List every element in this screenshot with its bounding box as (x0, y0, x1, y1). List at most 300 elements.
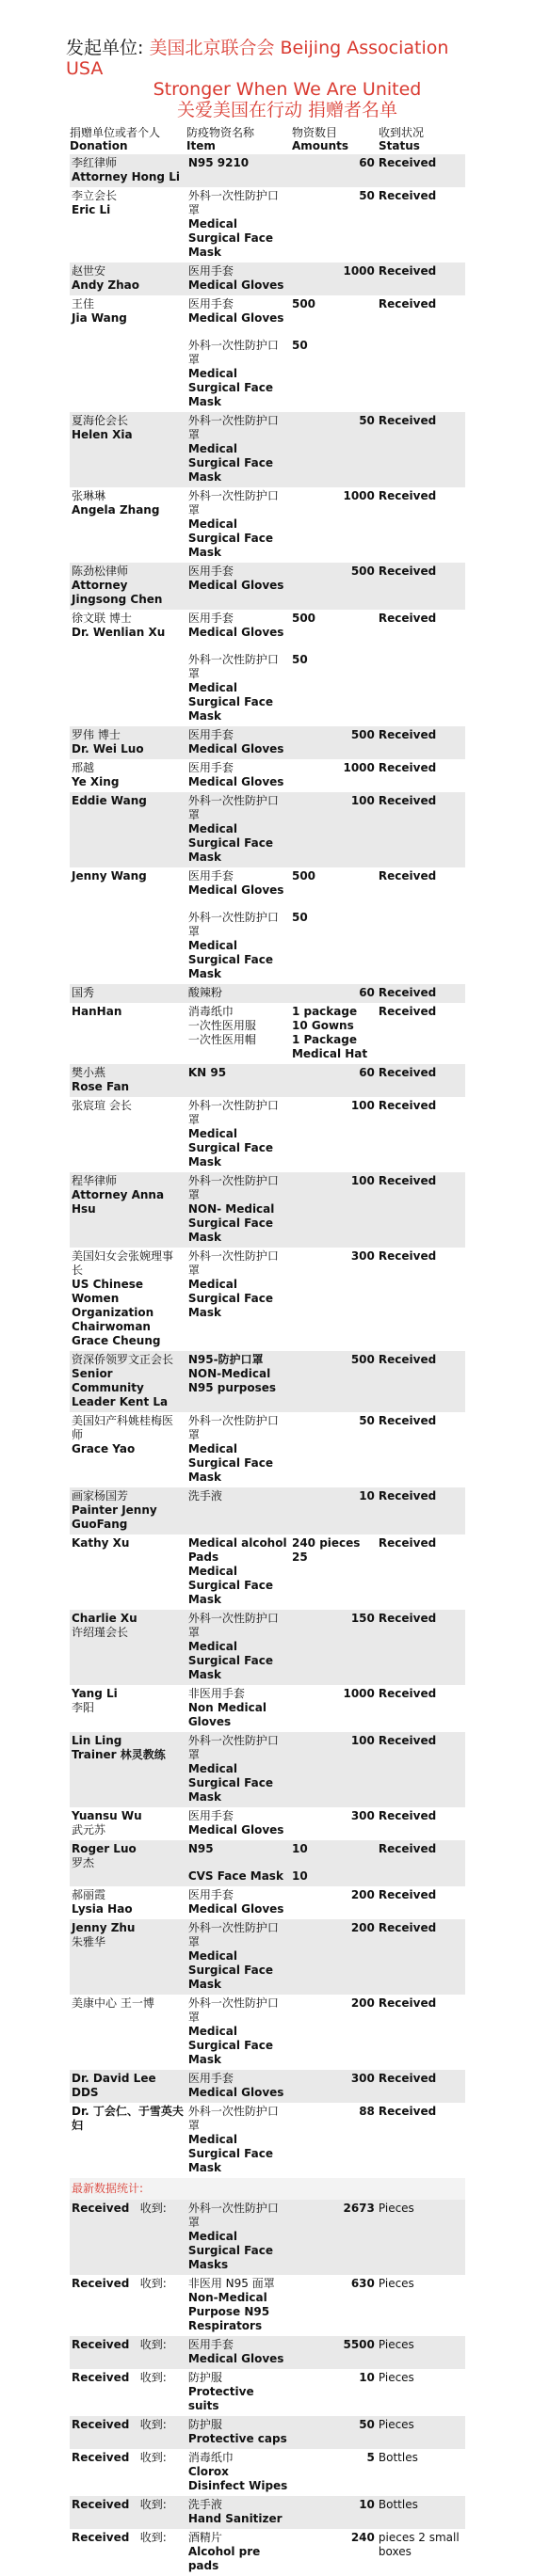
stats-row (70, 2416, 465, 2449)
column-header-status: 收到状况 Status (379, 126, 425, 152)
stats-item-en: Protective caps (187, 2432, 287, 2445)
amount-cell (290, 563, 377, 610)
stats-label-en: Received (72, 2338, 130, 2351)
status-badge: Received (378, 1888, 437, 1901)
amount-value: 25 (291, 1550, 308, 1564)
donor-name-primary: Dr. 丁会仁、于雪英夫妇 (72, 2105, 184, 2132)
amount-cell (290, 610, 377, 726)
status-cell (377, 1097, 465, 1172)
item-text: 医用手套 (187, 564, 234, 578)
donor-name-cell (70, 1534, 186, 1610)
donor-row (70, 295, 465, 412)
status-badge: Received (378, 1734, 437, 1747)
stats-label-en: Received (72, 2498, 130, 2511)
donor-name-cell (70, 867, 186, 984)
donor-name-primary: Lin Ling (72, 1734, 122, 1747)
item-text: Non Medical Gloves (187, 1701, 266, 1728)
donor-name-cell (70, 1840, 186, 1886)
amount-value: 60 (359, 1066, 375, 1079)
donor-name-secondary: Eddie Wang (72, 794, 147, 807)
donor-name-cell (70, 1610, 186, 1685)
donor-row (70, 1003, 465, 1064)
stats-item-cell (186, 2275, 290, 2336)
item-cell (186, 610, 290, 726)
item-text: 外科一次性防护口罩 (187, 1612, 279, 1639)
status-cell (377, 1732, 465, 1807)
donor-name-secondary: Angela Zhang (72, 503, 160, 517)
status-badge: Received (378, 2105, 437, 2118)
amount-value: 1 Package Medical Hat (291, 1033, 368, 1060)
status-badge: Received (378, 2072, 437, 2085)
donor-name-primary: 美康中心 王一博 (72, 1996, 154, 2010)
amount-gap (292, 1856, 375, 1869)
donor-name-cell (70, 984, 186, 1003)
donor-name-secondary: Ye Xing (72, 775, 120, 788)
item-text: 外科一次性防护口罩 (187, 911, 279, 938)
donor-name-secondary: Lysia Hao (72, 1902, 133, 1916)
item-cell (186, 1097, 290, 1172)
stats-item-cell (186, 2416, 290, 2449)
amount-value: 10 (291, 1842, 308, 1855)
donor-name-secondary: Jia Wang (72, 311, 127, 325)
item-text: Medical Surgical Face Mask (187, 939, 273, 980)
donor-name-primary: 罗伟 博士 (72, 728, 121, 741)
amount-value: 1000 (343, 264, 375, 278)
item-text: 外科一次性防护口罩 (187, 1099, 279, 1126)
item-text: Medical Surgical Face Mask (187, 517, 273, 559)
amount-value: 500 (350, 728, 375, 741)
donor-row (70, 1412, 465, 1487)
amount-cell (290, 2070, 377, 2103)
stats-qty: 5 (366, 2451, 375, 2464)
item-text: 外科一次性防护口罩 (187, 653, 279, 680)
status-cell (377, 1351, 465, 1412)
stats-label-cell (70, 2416, 186, 2449)
donor-name-primary: Dr. David Lee DDS (72, 2072, 156, 2099)
stats-item-en: Alcohol pre pads (187, 2545, 261, 2572)
item-text: NON-Medical N95 purposes (187, 1367, 277, 1394)
item-text: 洗手液 (187, 1489, 222, 1503)
status-badge: Received (378, 869, 437, 883)
status-cell (377, 1003, 465, 1064)
donor-name-primary: 张宸瑄 会长 (72, 1099, 132, 1112)
stats-label-cell (70, 2496, 186, 2529)
donor-name-secondary: 朱雅华 (72, 1935, 106, 1948)
stats-qty-cell (290, 2275, 377, 2336)
amount-value: 50 (359, 414, 375, 427)
stats-item-cell (186, 2496, 290, 2529)
status-badge: Received (378, 1612, 437, 1625)
stats-label-zh: 收到: (139, 2371, 167, 2384)
stats-row (70, 2336, 465, 2369)
stats-unit: Pieces (378, 2338, 414, 2351)
stats-unit-cell (377, 2529, 465, 2576)
item-text: 外科一次性防护口罩 (187, 489, 279, 517)
donor-name-secondary: Helen Xia (72, 428, 133, 441)
item-text: N95 (187, 1842, 214, 1855)
amount-cell (290, 262, 377, 295)
stats-label-zh: 收到: (139, 2531, 167, 2544)
donor-name-primary: 资深侨领罗文正会长 (72, 1353, 174, 1366)
status-cell (377, 1995, 465, 2070)
donor-name-secondary: Trainer 林灵教练 (72, 1748, 166, 1761)
donor-row (70, 1487, 465, 1534)
amount-value: 150 (350, 1612, 375, 1625)
status-badge: Received (378, 1005, 437, 1018)
stats-qty-cell (290, 2369, 377, 2416)
stats-label-zh: 收到: (139, 2277, 167, 2290)
amount-cell (290, 759, 377, 792)
donor-name-secondary: Grace Yao (72, 1442, 136, 1455)
item-cell (186, 295, 290, 412)
donor-name-cell (70, 1248, 186, 1351)
stats-qty-cell (290, 2449, 377, 2496)
stats-item-en: Non-Medical Purpose N95 Respirators (187, 2291, 270, 2332)
donor-name-primary: 邢越 (72, 761, 95, 774)
donor-name-primary: Charlie Xu (72, 1612, 137, 1625)
status-badge: Received (378, 1536, 437, 1550)
status-cell (377, 563, 465, 610)
status-badge: Received (378, 189, 437, 202)
amount-cell (290, 1487, 377, 1534)
amount-cell (290, 1351, 377, 1412)
stats-title: 最新数据统计: (70, 2178, 465, 2200)
donor-name-cell (70, 1919, 186, 1995)
amount-value: 50 (291, 911, 308, 924)
status-badge: Received (378, 1687, 437, 1700)
amount-spacer (292, 311, 375, 326)
stats-qty: 10 (359, 2371, 375, 2384)
donor-name-secondary: 罗杰 (72, 1856, 95, 1869)
status-cell (377, 295, 465, 412)
donor-name-secondary: Rose Fan (72, 1080, 130, 1093)
org-name-cn: 美国北京联合会 (149, 38, 275, 58)
item-cell (186, 1610, 290, 1685)
amount-value: 88 (359, 2105, 375, 2118)
item-gap (188, 898, 288, 911)
status-cell (377, 726, 465, 759)
stats-label-zh: 收到: (139, 2498, 167, 2511)
amount-value: 500 (291, 869, 316, 883)
item-cell (186, 2103, 290, 2178)
status-badge: Received (378, 1249, 437, 1263)
item-text: Medical Gloves (187, 278, 284, 292)
donor-name-cell (70, 1995, 186, 2070)
status-badge: Received (378, 1921, 437, 1934)
item-text: Medical Gloves (187, 2086, 284, 2099)
status-cell (377, 610, 465, 726)
stats-unit-cell (377, 2275, 465, 2336)
donor-name-secondary: HanHan (72, 1005, 122, 1018)
stats-qty-cell (290, 2416, 377, 2449)
donor-row (70, 867, 465, 984)
item-text: Medical Surgical Face Mask (187, 1442, 273, 1484)
status-cell (377, 487, 465, 563)
header (66, 38, 480, 120)
donor-name-cell (70, 1064, 186, 1097)
item-text: Medical Surgical Face Mask (187, 1278, 273, 1319)
stats-label-en: Received (72, 2451, 130, 2464)
donor-row (70, 412, 465, 487)
status-badge: Received (378, 794, 437, 807)
donor-name-secondary: 武元苏 (72, 1823, 106, 1837)
status-cell (377, 1412, 465, 1487)
status-badge: Received (378, 414, 437, 427)
amount-value: 10 Gowns (291, 1019, 354, 1032)
item-cell (186, 1064, 290, 1097)
stats-label (72, 2451, 167, 2464)
amount-value: 50 (291, 339, 308, 352)
amount-value: 100 (350, 1174, 375, 1187)
amount-value: 1000 (343, 489, 375, 502)
stats-item-cell (186, 2529, 290, 2576)
status-cell (377, 1919, 465, 1995)
amount-cell (290, 1610, 377, 1685)
item-text: 酸辣粉 (187, 986, 222, 999)
item-cell (186, 1995, 290, 2070)
item-cell (186, 759, 290, 792)
item-cell (186, 1919, 290, 1995)
stats-item-en: Medical Surgical Face Masks (187, 2230, 273, 2271)
item-text: Medical Surgical Face Mask (187, 1949, 273, 1991)
item-text: 一次性医用服 (187, 1019, 256, 1032)
status-badge: Received (378, 564, 437, 578)
amount-cell (290, 295, 377, 412)
donor-name-cell (70, 2103, 186, 2178)
donor-name-secondary: Dr. Wenlian Xu (72, 626, 166, 639)
status-badge: Received (378, 264, 437, 278)
item-text: 医用手套 (187, 869, 234, 883)
item-text: Medical Surgical Face Mask (187, 2133, 273, 2174)
donor-row (70, 1064, 465, 1097)
donor-name-primary: 程华律师 (72, 1174, 118, 1187)
donor-row (70, 1534, 465, 1610)
donor-name-cell (70, 1003, 186, 1064)
amount-cell (290, 1995, 377, 2070)
stats-unit: Pieces (378, 2202, 414, 2215)
donor-name-primary: 夏海伦会长 (72, 414, 129, 427)
status-badge: Received (378, 1842, 437, 1855)
stats-item-cell (186, 2449, 290, 2496)
status-cell (377, 2070, 465, 2103)
stats-label (72, 2418, 167, 2431)
item-text: Medical Surgical Face Mask (187, 822, 273, 864)
stats-label-en: Received (72, 2371, 130, 2384)
amount-value: 300 (350, 2072, 375, 2085)
amount-value: 300 (350, 1249, 375, 1263)
item-text: CVS Face Mask (187, 1869, 283, 1883)
donor-row (70, 984, 465, 1003)
amount-cell (290, 412, 377, 487)
item-text: Medical Surgical Face Mask (187, 1565, 273, 1606)
amount-value: 200 (350, 1921, 375, 1934)
item-cell (186, 726, 290, 759)
status-cell (377, 867, 465, 984)
stats-unit-cell (377, 2369, 465, 2416)
item-text: Medical alcohol Pads (187, 1536, 287, 1564)
item-cell (186, 1886, 290, 1919)
donor-row (70, 1840, 465, 1886)
donor-name-primary: Yuansu Wu (72, 1809, 142, 1822)
donor-name-cell (70, 1732, 186, 1807)
status-badge: Received (378, 1414, 437, 1427)
stats-unit: Bottles (378, 2498, 418, 2511)
donor-name-secondary: Jenny Wang (72, 869, 147, 883)
stats-item-cell (186, 2200, 290, 2275)
stats-label (72, 2202, 167, 2215)
item-text: 外科一次性防护口罩 (187, 414, 279, 441)
item-text: 医用手套 (187, 761, 234, 774)
status-cell (377, 1685, 465, 1732)
item-cell (186, 1351, 290, 1412)
donor-name-primary: 赵世安 (72, 264, 106, 278)
item-text: 外科一次性防护口罩 (187, 1249, 279, 1277)
item-cell (186, 262, 290, 295)
status-cell (377, 2103, 465, 2178)
stats-qty-cell (290, 2200, 377, 2275)
stats-label (72, 2338, 167, 2351)
amount-cell (290, 1412, 377, 1487)
stats-item-zh: 消毒纸巾 (187, 2451, 234, 2464)
item-text: 医用手套 (187, 728, 234, 741)
stats-item-zh: 防护服 (187, 2371, 222, 2384)
stats-unit-cell (377, 2200, 465, 2275)
amount-cell (290, 487, 377, 563)
item-text: 医用手套 (187, 612, 234, 625)
item-text: Medical Surgical Face Mask (187, 1762, 273, 1804)
status-cell (377, 984, 465, 1003)
donor-name-secondary: Attorney Hong Li (72, 170, 180, 183)
amount-value: 500 (350, 564, 375, 578)
item-text: 一次性医用帽 (187, 1033, 256, 1046)
item-gap (188, 1856, 288, 1869)
amount-cell (290, 792, 377, 867)
stats-item-en: Protective suits (187, 2385, 254, 2412)
donor-name-secondary: Andy Zhao (72, 278, 140, 292)
donor-row (70, 610, 465, 726)
donor-row (70, 1685, 465, 1732)
donor-row (70, 1807, 465, 1840)
amount-cell (290, 154, 377, 187)
stats-label-en: Received (72, 2418, 130, 2431)
item-text: 外科一次性防护口罩 (187, 794, 279, 821)
item-text: 医用手套 (187, 264, 234, 278)
status-badge: Received (378, 761, 437, 774)
stats-qty: 10 (359, 2498, 375, 2511)
donor-name-cell (70, 1097, 186, 1172)
stats-label-cell (70, 2449, 186, 2496)
stats-item-zh: 非医用 N95 面罩 (187, 2277, 275, 2290)
item-text: 医用手套 (187, 1888, 234, 1901)
item-text: Medical Surgical Face Mask (187, 367, 273, 408)
status-badge: Received (378, 156, 437, 169)
stats-label-cell (70, 2275, 186, 2336)
stats-label-zh: 收到: (139, 2202, 167, 2215)
item-text: 医用手套 (187, 297, 234, 310)
donor-name-primary: 徐文联 博士 (72, 612, 132, 625)
status-cell (377, 412, 465, 487)
status-badge: Received (378, 1489, 437, 1503)
status-badge: Received (378, 612, 437, 625)
slogan: Stronger When We Are United (153, 79, 422, 100)
donor-name-secondary: 许绍瑾会长 (72, 1626, 129, 1639)
amount-value: 60 (359, 986, 375, 999)
stats-item-zh: 洗手液 (187, 2498, 222, 2511)
item-text: 医用手套 (187, 1809, 234, 1822)
stats-qty: 5500 (343, 2338, 375, 2351)
stats-item-en: Clorox Disinfect Wipes (187, 2465, 288, 2492)
column-header-amounts: 物资数目 Amounts (292, 126, 348, 152)
donor-name-cell (70, 1807, 186, 1840)
item-text: 外科一次性防护口罩 (187, 189, 279, 216)
item-cell (186, 1840, 290, 1886)
status-cell (377, 154, 465, 187)
item-gap (188, 640, 288, 653)
item-cell (186, 563, 290, 610)
amount-value: 500 (350, 1353, 375, 1366)
donor-name-cell (70, 792, 186, 867)
status-badge: Received (378, 986, 437, 999)
stats-item-en: Hand Sanitizer (187, 2512, 283, 2525)
amount-value: 1 package (291, 1005, 358, 1018)
donor-row (70, 1886, 465, 1919)
stats-item-zh: 医用手套 (187, 2338, 234, 2351)
item-text: Medical Gloves (187, 742, 284, 755)
amount-value: 200 (350, 1996, 375, 2010)
item-cell (186, 792, 290, 867)
donor-name-cell (70, 759, 186, 792)
stats-unit-cell (377, 2416, 465, 2449)
amount-cell (290, 984, 377, 1003)
stats-row (70, 2275, 465, 2336)
item-cell (186, 1003, 290, 1064)
stats-label-en: Received (72, 2531, 130, 2544)
item-text: Medical Gloves (187, 775, 284, 788)
item-text: Medical Surgical Face Mask (187, 442, 273, 484)
donor-name-cell (70, 1685, 186, 1732)
item-text: Medical Gloves (187, 311, 284, 325)
donor-name-primary: Roger Luo (72, 1842, 137, 1855)
donor-name-primary: 樊小燕 (72, 1066, 106, 1079)
donor-name-cell (70, 262, 186, 295)
donor-row (70, 1097, 465, 1172)
stats-qty: 2673 (343, 2202, 375, 2215)
donor-row (70, 1172, 465, 1248)
stats-qty: 50 (359, 2418, 375, 2431)
donor-row (70, 1610, 465, 1685)
item-text: 外科一次性防护口罩 (187, 1921, 279, 1948)
amount-value: 10 (359, 1489, 375, 1503)
donor-row (70, 1995, 465, 2070)
item-text: 医用手套 (187, 2072, 234, 2085)
amount-value: 50 (291, 653, 308, 666)
amount-value: 500 (291, 297, 316, 310)
item-cell (186, 1732, 290, 1807)
donor-row (70, 1351, 465, 1412)
donor-name-cell (70, 1487, 186, 1534)
item-text: Medical Surgical Face Mask (187, 2025, 273, 2066)
donor-name-secondary: Painter Jenny GuoFang (72, 1503, 157, 1531)
donor-name-primary: 美国妇产科姚桂梅医师 (72, 1414, 174, 1441)
status-cell (377, 187, 465, 262)
item-text: 非医用手套 (187, 1687, 245, 1700)
status-badge: Received (378, 1099, 437, 1112)
donor-name-cell (70, 487, 186, 563)
donor-name-cell (70, 1351, 186, 1412)
stats-label-en: Received (72, 2277, 130, 2290)
donor-row (70, 262, 465, 295)
item-cell (186, 487, 290, 563)
